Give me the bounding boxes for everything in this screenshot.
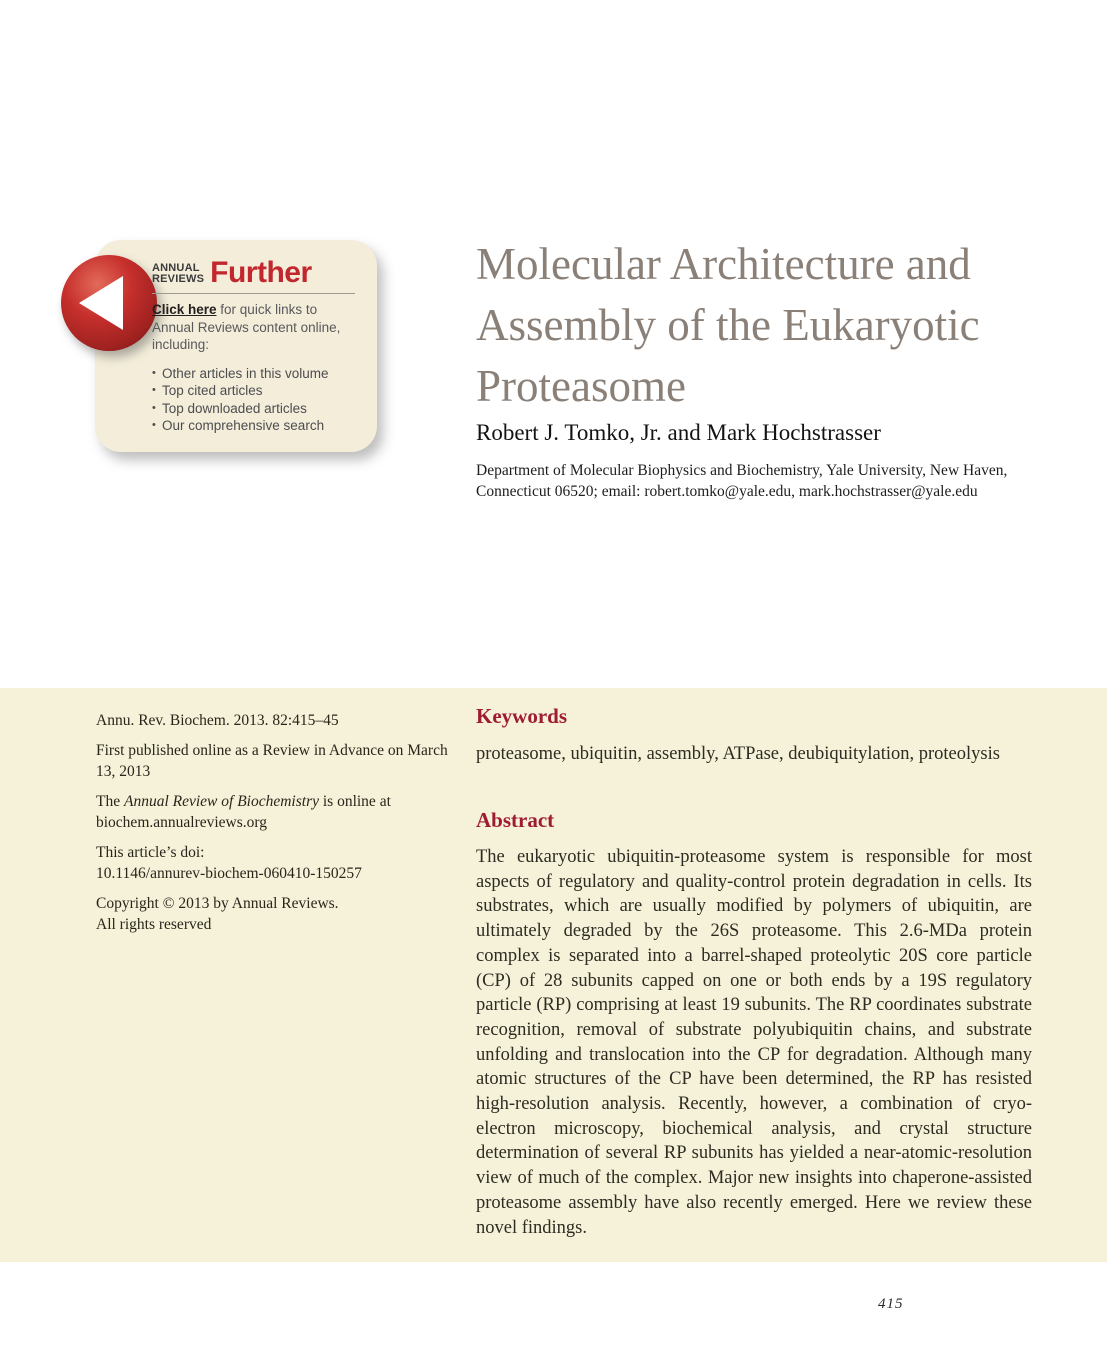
copyright-line2: All rights reserved (96, 916, 212, 933)
online-post-text: is online at biochem.annualreviews.org (96, 792, 391, 831)
list-item: • Our comprehensive search (152, 417, 355, 435)
title-line: Proteasome (476, 361, 686, 411)
wordmark-line1: ANNUAL (152, 262, 200, 274)
badge-bullet-list (152, 365, 355, 435)
citation-line: Annu. Rev. Biochem. 2013. 82:415–45 (96, 712, 339, 729)
online-availability-line (96, 791, 448, 834)
copyright-line1: Copyright © 2013 by Annual Reviews. (96, 894, 339, 912)
article-authors: Robert J. Tomko, Jr. and Mark Hochstrasser (476, 420, 881, 445)
abstract-text: The eukaryotic ubiquitin-proteasome system is responsible for most aspects of regulatory and quality-control protein degradation in cells. Its substrates, which are usually modified by polymers of ubiquitin, are ultimately degraded by the 26S proteasome. This 2.6-MDa protein complex is separated into a barrel-shaped proteolytic 20S core particle (CP) of 28 subunits capped on one or both ends by a 19S regulatory particle (RP) comprising at least 19 subunits. The RP coordinates substrate recognition, removal of substrate polyubiquitin chains, and substrate unfolding and translocation into the CP for degradation. Although many atomic structures of the CP have been determined, the RP has resisted high-resolution analysis. Recently, however, a combination of cryo-electron microscopy, biochemical analysis, and crystal structure determination of several RP subunits has yielded a near-atomic-resolution view of much of the complex. Major new insights into chaperone-assisted proteasome assembly have also recently emerged. Here we review these novel findings. (476, 847, 1032, 1238)
metadata-panel (96, 710, 448, 944)
annual-reviews-wordmark (152, 263, 204, 288)
doi-value: 10.1146/annurev-biochem-060410-150257 (96, 865, 362, 882)
badge-brand-row (152, 258, 355, 288)
click-rest-text: for quick links to Annual Reviews content online, including: (152, 302, 341, 352)
badge-intro-text (152, 301, 355, 354)
online-pre-text: The (96, 792, 124, 810)
copyright-block (96, 893, 448, 936)
wordmark-line2: REVIEWS (152, 273, 205, 285)
abstract-heading: Abstract (476, 808, 555, 832)
title-line: Assembly of the Eukaryotic (476, 300, 980, 350)
article-affiliation: Department of Molecular Biophysics and Biochemistry, Yale University, New Haven, Connecticut 06520; email: robert.tomko@yale.edu, mark.hochstrasser@yale.edu (476, 462, 1008, 500)
click-here-link[interactable]: Click here (152, 302, 217, 317)
keywords-heading: Keywords (476, 704, 567, 728)
title-line: Molecular Architecture and (476, 239, 971, 289)
badge-divider (152, 293, 355, 294)
journal-name-italic: Annual Review of Biochemistry (123, 792, 319, 810)
list-item: • Other articles in this volume (152, 365, 355, 383)
further-label: Further (210, 256, 312, 289)
first-published-line: First published online as a Review in Advance on March 13, 2013 (96, 741, 448, 780)
doi-label: This article’s doi: (96, 843, 205, 861)
annual-reviews-logo-icon[interactable] (59, 253, 159, 353)
annual-reviews-further-badge (95, 240, 377, 452)
list-item: • Top cited articles (152, 382, 355, 400)
list-item: • Top downloaded articles (152, 400, 355, 418)
keywords-text: proteasome, ubiquitin, assembly, ATPase, deubiquitylation, proteolysis (476, 744, 1000, 764)
article-title (476, 234, 1051, 417)
page-number: 415 (878, 1296, 904, 1312)
doi-block (96, 842, 448, 885)
